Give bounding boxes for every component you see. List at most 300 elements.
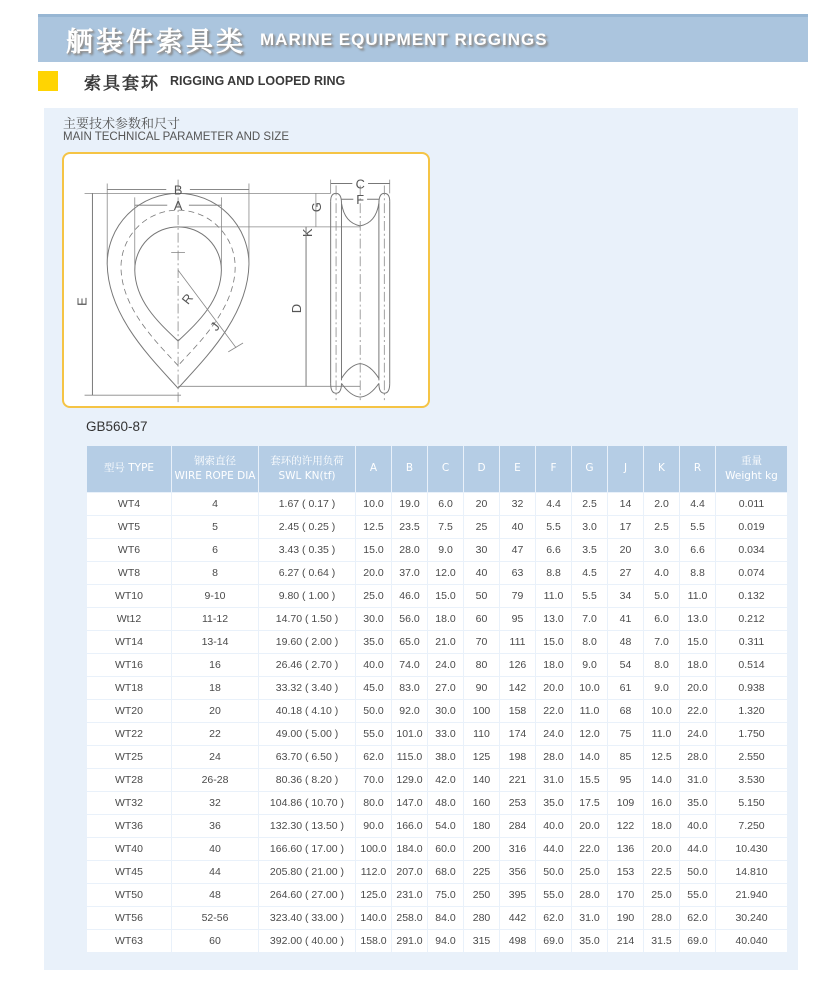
table-cell: 6.27 ( 0.64 ) — [259, 562, 355, 584]
table-cell: 38.0 — [428, 746, 463, 768]
table-cell: 22.0 — [536, 700, 571, 722]
table-cell: 1.750 — [716, 723, 787, 745]
table-cell: 14.0 — [644, 769, 679, 791]
table-cell: 5.0 — [644, 585, 679, 607]
table-cell: 55.0 — [680, 884, 715, 906]
table-cell: WT4 — [87, 493, 171, 515]
table-cell: 200 — [464, 838, 499, 860]
table-cell: 2.0 — [644, 493, 679, 515]
table-cell: WT18 — [87, 677, 171, 699]
table-cell: 18.0 — [428, 608, 463, 630]
table-cell: 60.0 — [428, 838, 463, 860]
table-cell: 3.530 — [716, 769, 787, 791]
table-cell: 0.938 — [716, 677, 787, 699]
table-cell: 20 — [172, 700, 258, 722]
table-cell: 12.0 — [572, 723, 607, 745]
thimble-diagram — [64, 154, 428, 406]
column-header: F — [536, 446, 571, 492]
table-cell: 14.0 — [572, 746, 607, 768]
table-cell: 160 — [464, 792, 499, 814]
table-cell: 45.0 — [356, 677, 391, 699]
table-cell: 17 — [608, 516, 643, 538]
table-cell: 19.60 ( 2.00 ) — [259, 631, 355, 653]
table-cell: 14 — [608, 493, 643, 515]
table-cell: 153 — [608, 861, 643, 883]
table-cell: 85 — [608, 746, 643, 768]
table-cell: 0.011 — [716, 493, 787, 515]
page-banner — [38, 14, 808, 62]
table-header-row — [87, 446, 787, 492]
table-cell: 11.0 — [572, 700, 607, 722]
table-cell: 0.019 — [716, 516, 787, 538]
table-cell: 126 — [500, 654, 535, 676]
table-cell: 44.0 — [680, 838, 715, 860]
table-cell: 22.0 — [572, 838, 607, 860]
table-cell: 115.0 — [392, 746, 427, 768]
table-cell: 9.0 — [644, 677, 679, 699]
table-cell: 18.0 — [680, 654, 715, 676]
table-cell: 32 — [500, 493, 535, 515]
spec-table — [86, 445, 788, 953]
table-cell: 28.0 — [572, 884, 607, 906]
table-cell: 7.0 — [644, 631, 679, 653]
tech-params-zh: 主要技术参数和尺寸 — [63, 117, 181, 132]
table-cell: 5.150 — [716, 792, 787, 814]
table-cell: WT14 — [87, 631, 171, 653]
table-cell: 40 — [172, 838, 258, 860]
table-row — [87, 677, 787, 699]
table-cell: 68 — [608, 700, 643, 722]
table-cell: 20.0 — [644, 838, 679, 860]
table-cell: 0.132 — [716, 585, 787, 607]
table-cell: 100 — [464, 700, 499, 722]
table-row — [87, 539, 787, 561]
table-cell: 158 — [500, 700, 535, 722]
table-cell: 13-14 — [172, 631, 258, 653]
table-cell: 8 — [172, 562, 258, 584]
table-cell: 5.5 — [680, 516, 715, 538]
table-cell: 30.0 — [356, 608, 391, 630]
table-cell: 214 — [608, 930, 643, 952]
table-cell: 8.0 — [644, 654, 679, 676]
table-cell: 170 — [608, 884, 643, 906]
table-cell: 30 — [464, 539, 499, 561]
table-cell: 9.0 — [572, 654, 607, 676]
table-cell: 104.86 ( 10.70 ) — [259, 792, 355, 814]
table-cell: 40.0 — [536, 815, 571, 837]
table-cell: 13.0 — [680, 608, 715, 630]
table-cell: 7.0 — [572, 608, 607, 630]
banner-title-zh: 舾装件索具类 — [66, 27, 246, 58]
table-cell: 264.60 ( 27.00 ) — [259, 884, 355, 906]
table-cell: 19.0 — [392, 493, 427, 515]
table-cell: 69.0 — [536, 930, 571, 952]
table-cell: 3.0 — [644, 539, 679, 561]
table-cell: 2.45 ( 0.25 ) — [259, 516, 355, 538]
table-cell: 392.00 ( 40.00 ) — [259, 930, 355, 952]
table-row — [87, 562, 787, 584]
table-cell: 2.5 — [572, 493, 607, 515]
table-row — [87, 516, 787, 538]
table-cell: 49.00 ( 5.00 ) — [259, 723, 355, 745]
column-header: C — [428, 446, 463, 492]
table-cell: 62.0 — [680, 907, 715, 929]
table-row — [87, 838, 787, 860]
table-cell: WT10 — [87, 585, 171, 607]
table-cell: 22 — [172, 723, 258, 745]
standard-code: GB560-87 — [86, 419, 148, 434]
table-cell: 190 — [608, 907, 643, 929]
table-cell: 69.0 — [680, 930, 715, 952]
table-cell: 2.5 — [644, 516, 679, 538]
table-cell: 498 — [500, 930, 535, 952]
table-cell: 63.70 ( 6.50 ) — [259, 746, 355, 768]
table-cell: 0.034 — [716, 539, 787, 561]
table-row — [87, 700, 787, 722]
table-cell: 22.5 — [644, 861, 679, 883]
table-cell: 68.0 — [428, 861, 463, 883]
table-cell: 40.18 ( 4.10 ) — [259, 700, 355, 722]
table-cell: 284 — [500, 815, 535, 837]
dim-label-d: D — [289, 303, 305, 314]
table-row — [87, 585, 787, 607]
table-cell: WT56 — [87, 907, 171, 929]
table-cell: 100.0 — [356, 838, 391, 860]
table-cell: 6 — [172, 539, 258, 561]
table-cell: 27.0 — [428, 677, 463, 699]
table-cell: 101.0 — [392, 723, 427, 745]
table-cell: 0.514 — [716, 654, 787, 676]
table-cell: 20.0 — [680, 677, 715, 699]
table-cell: 5.5 — [572, 585, 607, 607]
table-cell: 18.0 — [536, 654, 571, 676]
table-cell: 21.940 — [716, 884, 787, 906]
table-cell: WT28 — [87, 769, 171, 791]
table-cell: 10.0 — [356, 493, 391, 515]
table-cell: 28.0 — [680, 746, 715, 768]
table-cell: 198 — [500, 746, 535, 768]
table-cell: 65.0 — [392, 631, 427, 653]
table-row — [87, 654, 787, 676]
table-cell: 147.0 — [392, 792, 427, 814]
table-cell: 136 — [608, 838, 643, 860]
table-cell: 142 — [500, 677, 535, 699]
table-cell: 61 — [608, 677, 643, 699]
table-cell: 112.0 — [356, 861, 391, 883]
table-row — [87, 493, 787, 515]
table-row — [87, 769, 787, 791]
dim-label-c: C — [355, 176, 365, 192]
table-cell: 110 — [464, 723, 499, 745]
table-cell: 8.8 — [536, 562, 571, 584]
table-cell: 253 — [500, 792, 535, 814]
table-cell: 80.36 ( 8.20 ) — [259, 769, 355, 791]
table-cell: 62.0 — [356, 746, 391, 768]
table-cell: 35.0 — [356, 631, 391, 653]
table-cell: 20 — [608, 539, 643, 561]
table-cell: 20.0 — [356, 562, 391, 584]
column-header: K — [644, 446, 679, 492]
table-cell: 207.0 — [392, 861, 427, 883]
dim-label-a: A — [173, 198, 183, 214]
banner-title-en: MARINE EQUIPMENT RIGGINGS — [260, 29, 548, 49]
table-cell: 2.550 — [716, 746, 787, 768]
table-cell: 48.0 — [428, 792, 463, 814]
table-cell: 442 — [500, 907, 535, 929]
section-title-en: RIGGING AND LOOPED RING — [170, 74, 346, 88]
table-cell: 50.0 — [680, 861, 715, 883]
table-cell: WT45 — [87, 861, 171, 883]
table-cell: 75.0 — [428, 884, 463, 906]
section-title-zh: 索具套环 — [84, 73, 160, 94]
table-cell: 44.0 — [536, 838, 571, 860]
table-cell: 129.0 — [392, 769, 427, 791]
dim-label-g: G — [308, 202, 324, 213]
technical-drawing — [62, 152, 430, 408]
table-cell: 356 — [500, 861, 535, 883]
table-cell: 62.0 — [536, 907, 571, 929]
table-cell: 10.0 — [644, 700, 679, 722]
table-cell: 8.0 — [572, 631, 607, 653]
table-cell: 174 — [500, 723, 535, 745]
table-cell: 90 — [464, 677, 499, 699]
table-cell: 40 — [464, 562, 499, 584]
table-cell: WT5 — [87, 516, 171, 538]
table-cell: 291.0 — [392, 930, 427, 952]
table-cell: 17.5 — [572, 792, 607, 814]
table-cell: 40.0 — [356, 654, 391, 676]
table-cell: 9.0 — [428, 539, 463, 561]
table-cell: 280 — [464, 907, 499, 929]
table-cell: 9-10 — [172, 585, 258, 607]
table-cell: 13.0 — [536, 608, 571, 630]
column-header: B — [392, 446, 427, 492]
table-cell: 15.0 — [536, 631, 571, 653]
table-cell: 35.0 — [680, 792, 715, 814]
table-cell: 54 — [608, 654, 643, 676]
column-header: 型号 TYPE — [87, 446, 171, 492]
table-cell: 4.5 — [572, 562, 607, 584]
table-cell: 34 — [608, 585, 643, 607]
table-cell: 221 — [500, 769, 535, 791]
table-cell: 52-56 — [172, 907, 258, 929]
dim-label-f: F — [356, 192, 365, 208]
table-cell: 36 — [172, 815, 258, 837]
table-cell: 44 — [172, 861, 258, 883]
column-header: E — [500, 446, 535, 492]
table-cell: 95 — [608, 769, 643, 791]
table-cell: 20.0 — [572, 815, 607, 837]
table-cell: 15.0 — [356, 539, 391, 561]
table-cell: 83.0 — [392, 677, 427, 699]
table-cell: 28.0 — [392, 539, 427, 561]
column-header: D — [464, 446, 499, 492]
table-cell: 125 — [464, 746, 499, 768]
tech-params-en: MAIN TECHNICAL PARAMETER AND SIZE — [63, 131, 289, 143]
table-cell: 111 — [500, 631, 535, 653]
table-cell: 6.6 — [680, 539, 715, 561]
table-cell: 24.0 — [536, 723, 571, 745]
table-cell: 40.0 — [680, 815, 715, 837]
column-header: 套环的许用负荷 SWL KN(tf) — [259, 446, 355, 492]
table-cell: 395 — [500, 884, 535, 906]
table-cell: 0.311 — [716, 631, 787, 653]
table-row — [87, 631, 787, 653]
table-cell: 10.430 — [716, 838, 787, 860]
table-cell: WT6 — [87, 539, 171, 561]
table-cell: 15.0 — [680, 631, 715, 653]
table-cell: 231.0 — [392, 884, 427, 906]
table-cell: 323.40 ( 33.00 ) — [259, 907, 355, 929]
table-cell: 26.46 ( 2.70 ) — [259, 654, 355, 676]
table-cell: WT8 — [87, 562, 171, 584]
table-cell: 6.0 — [644, 608, 679, 630]
table-cell: 14.70 ( 1.50 ) — [259, 608, 355, 630]
table-cell: 37.0 — [392, 562, 427, 584]
dim-label-j: J — [207, 319, 223, 334]
table-cell: 63 — [500, 562, 535, 584]
table-row — [87, 930, 787, 952]
table-cell: 125.0 — [356, 884, 391, 906]
table-row — [87, 608, 787, 630]
content-panel — [44, 108, 798, 970]
table-row — [87, 792, 787, 814]
table-cell: 4.4 — [680, 493, 715, 515]
table-cell: 42.0 — [428, 769, 463, 791]
table-cell: WT50 — [87, 884, 171, 906]
table-cell: 16.0 — [644, 792, 679, 814]
table-cell: 55.0 — [536, 884, 571, 906]
table-cell: 40.040 — [716, 930, 787, 952]
table-cell: 35.0 — [536, 792, 571, 814]
column-header: 重量 Weight kg — [716, 446, 787, 492]
table-cell: Wt12 — [87, 608, 171, 630]
table-cell: 25.0 — [644, 884, 679, 906]
table-row — [87, 723, 787, 745]
table-cell: 11.0 — [644, 723, 679, 745]
table-cell: 12.5 — [644, 746, 679, 768]
table-cell: WT25 — [87, 746, 171, 768]
table-cell: 18.0 — [644, 815, 679, 837]
table-cell: 140 — [464, 769, 499, 791]
table-cell: WT63 — [87, 930, 171, 952]
table-cell: 95 — [500, 608, 535, 630]
table-cell: 25.0 — [356, 585, 391, 607]
table-cell: 80.0 — [356, 792, 391, 814]
section-header — [38, 70, 345, 92]
table-cell: 0.212 — [716, 608, 787, 630]
column-header: 钢索直径 WIRE ROPE DIA — [172, 446, 258, 492]
table-cell: 250 — [464, 884, 499, 906]
table-cell: 46.0 — [392, 585, 427, 607]
table-cell: 75 — [608, 723, 643, 745]
table-cell: 132.30 ( 13.50 ) — [259, 815, 355, 837]
table-cell: 41 — [608, 608, 643, 630]
table-cell: 15.0 — [428, 585, 463, 607]
table-cell: 5 — [172, 516, 258, 538]
table-cell: 166.0 — [392, 815, 427, 837]
dim-label-r: R — [178, 290, 197, 308]
table-cell: 70 — [464, 631, 499, 653]
table-cell: 205.80 ( 21.00 ) — [259, 861, 355, 883]
table-cell: 11.0 — [680, 585, 715, 607]
table-cell: 94.0 — [428, 930, 463, 952]
column-header: J — [608, 446, 643, 492]
table-cell: 25 — [464, 516, 499, 538]
table-cell: 50 — [464, 585, 499, 607]
table-cell: 30.0 — [428, 700, 463, 722]
table-cell: 180 — [464, 815, 499, 837]
table-cell: WT16 — [87, 654, 171, 676]
dim-label-k: K — [299, 228, 315, 238]
table-cell: 140.0 — [356, 907, 391, 929]
table-cell: 4.4 — [536, 493, 571, 515]
table-cell: 10.0 — [572, 677, 607, 699]
table-cell: 15.5 — [572, 769, 607, 791]
table-cell: 158.0 — [356, 930, 391, 952]
table-cell: 24.0 — [680, 723, 715, 745]
table-cell: 25.0 — [572, 861, 607, 883]
table-cell: 7.5 — [428, 516, 463, 538]
table-cell: 92.0 — [392, 700, 427, 722]
table-cell: 6.0 — [428, 493, 463, 515]
table-cell: 24 — [172, 746, 258, 768]
column-header: G — [572, 446, 607, 492]
table-cell: 30.240 — [716, 907, 787, 929]
table-cell: 258.0 — [392, 907, 427, 929]
table-cell: 12.5 — [356, 516, 391, 538]
table-cell: 12.0 — [428, 562, 463, 584]
table-cell: 11-12 — [172, 608, 258, 630]
table-cell: 4.0 — [644, 562, 679, 584]
table-cell: 35.0 — [572, 930, 607, 952]
table-cell: 54.0 — [428, 815, 463, 837]
table-row — [87, 746, 787, 768]
table-cell: WT36 — [87, 815, 171, 837]
table-cell: 28.0 — [536, 746, 571, 768]
table-cell: 33.32 ( 3.40 ) — [259, 677, 355, 699]
table-cell: 184.0 — [392, 838, 427, 860]
table-cell: 14.810 — [716, 861, 787, 883]
table-cell: 50.0 — [356, 700, 391, 722]
yellow-bullet-icon — [38, 71, 58, 91]
table-cell: 84.0 — [428, 907, 463, 929]
column-header: A — [356, 446, 391, 492]
table-cell: 5.5 — [536, 516, 571, 538]
table-cell: 79 — [500, 585, 535, 607]
table-cell: 47 — [500, 539, 535, 561]
table-cell: 26-28 — [172, 769, 258, 791]
table-cell: 20 — [464, 493, 499, 515]
table-cell: 74.0 — [392, 654, 427, 676]
table-cell: 11.0 — [536, 585, 571, 607]
table-cell: 90.0 — [356, 815, 391, 837]
column-header: R — [680, 446, 715, 492]
table-cell: 27 — [608, 562, 643, 584]
table-cell: 18 — [172, 677, 258, 699]
table-cell: 8.8 — [680, 562, 715, 584]
table-cell: 22.0 — [680, 700, 715, 722]
table-cell: WT32 — [87, 792, 171, 814]
table-cell: 60 — [464, 608, 499, 630]
table-cell: 3.43 ( 0.35 ) — [259, 539, 355, 561]
table-cell: 48 — [172, 884, 258, 906]
table-row — [87, 861, 787, 883]
table-cell: 33.0 — [428, 723, 463, 745]
table-cell: 16 — [172, 654, 258, 676]
table-cell: 32 — [172, 792, 258, 814]
table-cell: 316 — [500, 838, 535, 860]
